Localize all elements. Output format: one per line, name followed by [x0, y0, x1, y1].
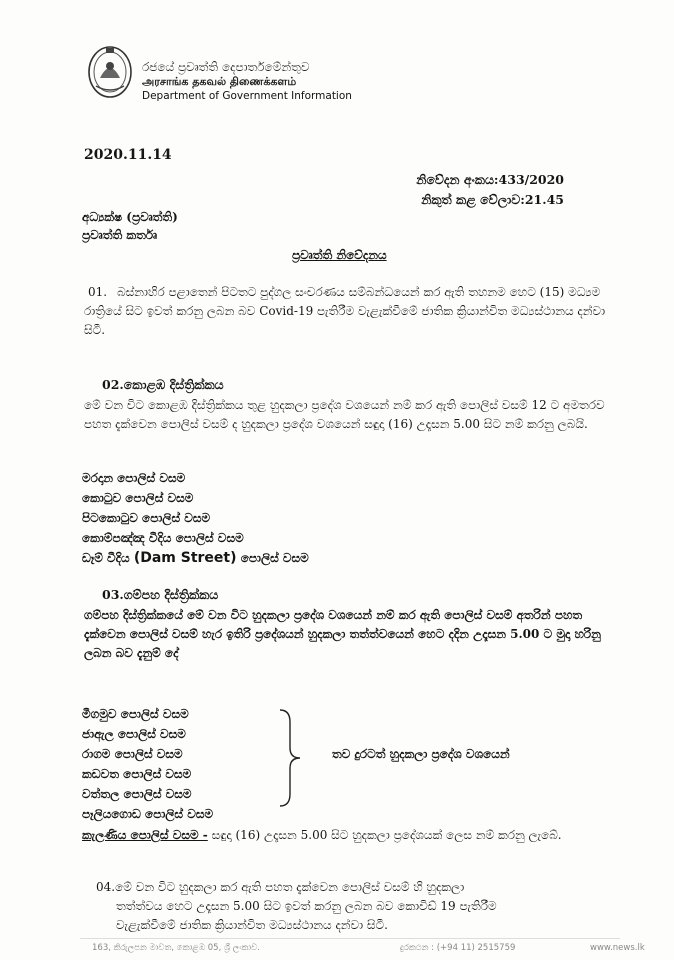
kelaniya-station-name: කැලණිය පොලිස් වසම - — [82, 828, 208, 842]
addressee-director: අධ්‍යක්ෂ (ප්‍රවෘත්ති) — [82, 210, 178, 224]
list-item: පිටකොටුව පොලිස් වසම — [82, 511, 211, 525]
gampaha-station-list — [82, 704, 213, 824]
dam-street-english: (Dam Street) — [133, 550, 237, 566]
footer-divider — [80, 938, 620, 939]
isolation-note: තව දුරටත් හුදකලා ප්‍රදේශ වශයෙන් — [332, 747, 510, 761]
dept-name-tamil: அரசாங்க தகவல் திணைக்களம் — [142, 75, 297, 88]
list-item: ජාඇල පොලිස් වසම — [82, 727, 186, 741]
list-item: පෑලියගොඩ පොලිස් වසම — [82, 807, 214, 821]
section-4-number: 04. — [96, 880, 116, 894]
notice-number: නිවේදන අංකය:433/2020 — [416, 172, 564, 187]
department-name — [142, 60, 352, 103]
section-4-paragraph — [96, 878, 586, 935]
kelaniya-text: සඳුදා (16) උදෑසන 5.00 සිට හුදකලා ප්‍රදේශයක් ලෙස නම් කරනු ලැබේ. — [211, 828, 562, 842]
section-4-line-3: වැළැක්වීමේ ජාතික ක්‍රියාන්විත මධ්‍යස්ථානය දන්වා සිටී. — [116, 918, 388, 932]
section-3-text: ගම්පහ දිස්ත්‍රික්කයේ මේ වන විට හුදකලා ප්‍රදේශ වශයෙන් නම් කර ඇති පොලිස් වසම් අතරින් පහත දැක්වෙන පොලිස් වසම් හැර ඉතිරි ප්‍රදේශයන් හුදකලා තත්ත්වයෙන් හෙට දදින උදෑසන 5.00 ට මුදා හරිනු ලබන බව දැනුම් දේ — [84, 608, 601, 660]
dept-name-english: Department of Government Information — [142, 90, 352, 102]
section-1-paragraph — [84, 283, 614, 340]
document-heading: ප්‍රවෘත්ති නිවේදනය — [292, 248, 387, 262]
list-item: මරදාන පොලිස් වසම — [82, 471, 186, 485]
list-item: කොම්පඤ්ඤ වීදිය පොලිස් වසම — [82, 531, 244, 545]
dam-street-suffix: පොලිස් වසම — [240, 551, 309, 565]
right-brace-icon — [276, 708, 306, 808]
release-date: 2020.11.14 — [84, 147, 172, 163]
list-item: මීගමුව පොලිස් වසම — [82, 707, 189, 721]
footer-phone: දුරකථන : (+94 11) 2515759 — [400, 943, 516, 953]
addressee-editor: ප්‍රවෘත්ති කර්තෘ — [82, 228, 158, 242]
section-4-line-2: තත්ත්වය හෙට උදෑසන 5.00 සිට ඉවත් කරනු ලබන බව කොවිඩ් 19 පැතිරීම — [116, 899, 497, 913]
footer-address: 163, කිරුලපන මාවත, කොළඹ 05, ශ්‍රී ලංකාව. — [92, 943, 260, 953]
section-2-title: 02.කොළඹ දිස්ත්‍රික්කය — [102, 377, 224, 392]
section-1-text: බස්නාහිර පළාතෙන් පිටතට පුද්ගල සංචරණය සම්බන්ධයෙන් කර ඇති තහනම හෙට (15) මධ්‍යම රාත්‍රියේ සිට ඉවත් කරනු ලබන බව Covid-19 පැතිරීම වැළැක්වීමේ ජාතික ක්‍රියාන්විත මධ්‍යස්ථානය දන්වා සිටී. — [84, 285, 606, 337]
dept-name-sinhala: රජයේ ප්‍රවෘත්ති දෙපාර්තමේන්තුව — [142, 60, 310, 74]
section-1-number: 01. — [88, 285, 108, 299]
footer-website: www.news.lk — [590, 943, 645, 953]
list-item: කඩවත පොලිස් වසම — [82, 767, 192, 781]
issued-time: නිකුත් කළ වේලාව:21.45 — [421, 192, 564, 207]
section-2-text: මේ වන විට කොළඹ දිස්ත්‍රික්කය තුළ හුදකලා ප්‍රදේශ වශයෙන් නම් කර ඇති පොලිස් වසම් 12 ට අමතරව පහත දැක්වෙන පොලිස් වසම් ද හුදකලා ප්‍රදේශ වශයෙන් සඳුදා (16) උදෑසන 5.00 සිට නම් කරනු ලබයි. — [84, 398, 605, 431]
colombo-station-list — [82, 468, 309, 568]
section-4-line-1: මේ වන විට හුදකලා කර ඇති පහත දැක්වෙන පොලිස් වසම් හි හුදකලා — [115, 880, 465, 894]
section-3-title: 03.ගම්පහ දිස්ත්‍රික්කය — [102, 587, 219, 602]
list-item: වත්තල පොලිස් වසම — [82, 787, 192, 801]
government-emblem-icon — [86, 44, 134, 100]
list-item: කොටුව පොලිස් වසම — [82, 491, 194, 505]
list-item: රාගම පොලිස් වසම — [82, 747, 183, 761]
list-item-dam-street — [82, 548, 309, 568]
kelaniya-paragraph — [82, 825, 642, 845]
dam-street-prefix: ඩෑම් වීදිය — [82, 551, 130, 565]
